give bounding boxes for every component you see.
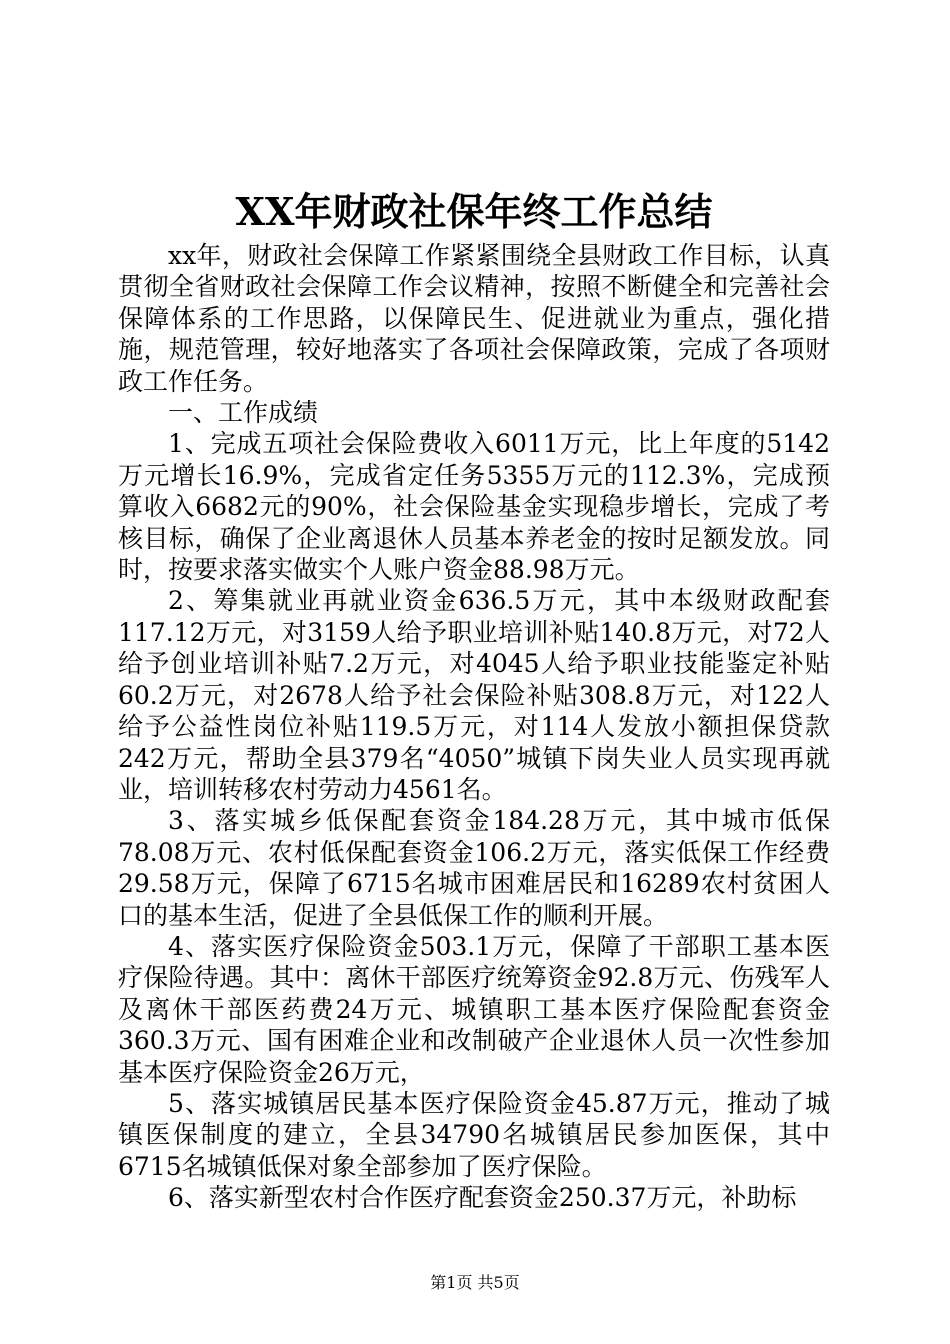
paragraph-item-3: 3、落实城乡低保配套资金184.28万元，其中城市低保78.08万元、农村低保配套资金106.2万元，落实低保工作经费29.58万元，保障了6715名城市困难居民和16289农村贫困人口的基本生活，促进了全县低保工作的顺利开展。 bbox=[118, 806, 830, 930]
paragraph-item-1: 1、完成五项社会保险费收入6011万元，比上年度的5142万元增长16.9%，完成省定任务5355万元的112.3%，完成预算收入6682元的90%，社会保险基金实现稳步增长，完成了考核目标，确保了企业离退休人员基本养老金的按时足额发放。同时，按要求落实做实个人账户资金88.98万元。 bbox=[118, 429, 830, 585]
page-footer: 第1页 共5页 bbox=[430, 1273, 520, 1292]
paragraph-item-4: 4、落实医疗保险资金503.1万元，保障了干部职工基本医疗保险待遇。其中：离休干部医疗统筹资金92.8万元、伤残军人及离休干部医药费24万元、城镇职工基本医疗保险配套资金360.3万元、国有困难企业和改制破产企业退休人员一次性参加基本医疗保险资金26万元， bbox=[118, 931, 830, 1087]
paragraph-item-2: 2、筹集就业再就业资金636.5万元，其中本级财政配套117.12万元，对3159人给予职业培训补贴140.8万元，对72人给予创业培训补贴7.2万元，对4045人给予职业技能鉴定补贴60.2万元，对2678人给予社会保险补贴308.8万元，对122人给予公益性岗位补贴119.5万元，对114人发放小额担保贷款242万元，帮助全县379名“4050”城镇下岗失业人员实现再就业，培训转移农村劳动力4561名。 bbox=[118, 586, 830, 804]
document-body bbox=[118, 240, 830, 1214]
paragraph-intro: xx年，财政社会保障工作紧紧围绕全县财政工作目标，认真贯彻全省财政社会保障工作会议精神，按照不断健全和完善社会保障体系的工作思路，以保障民生、促进就业为重点，强化措施，规范管理，较好地落实了各项社会保障政策，完成了各项财政工作任务。 bbox=[118, 241, 830, 396]
document-page bbox=[118, 0, 830, 1344]
document-title: XX年财政社保年终工作总结 bbox=[235, 189, 713, 234]
paragraph-item-5: 5、落实城镇居民基本医疗保险资金45.87万元，推动了城镇医保制度的建立，全县34790名城镇居民参加医保，其中6715名城镇低保对象全部参加了医疗保险。 bbox=[118, 1088, 830, 1181]
section-heading: 一、工作成绩 bbox=[168, 398, 319, 428]
paragraph-item-6: 6、落实新型农村合作医疗配套资金250.37万元，补助标 bbox=[168, 1183, 797, 1213]
